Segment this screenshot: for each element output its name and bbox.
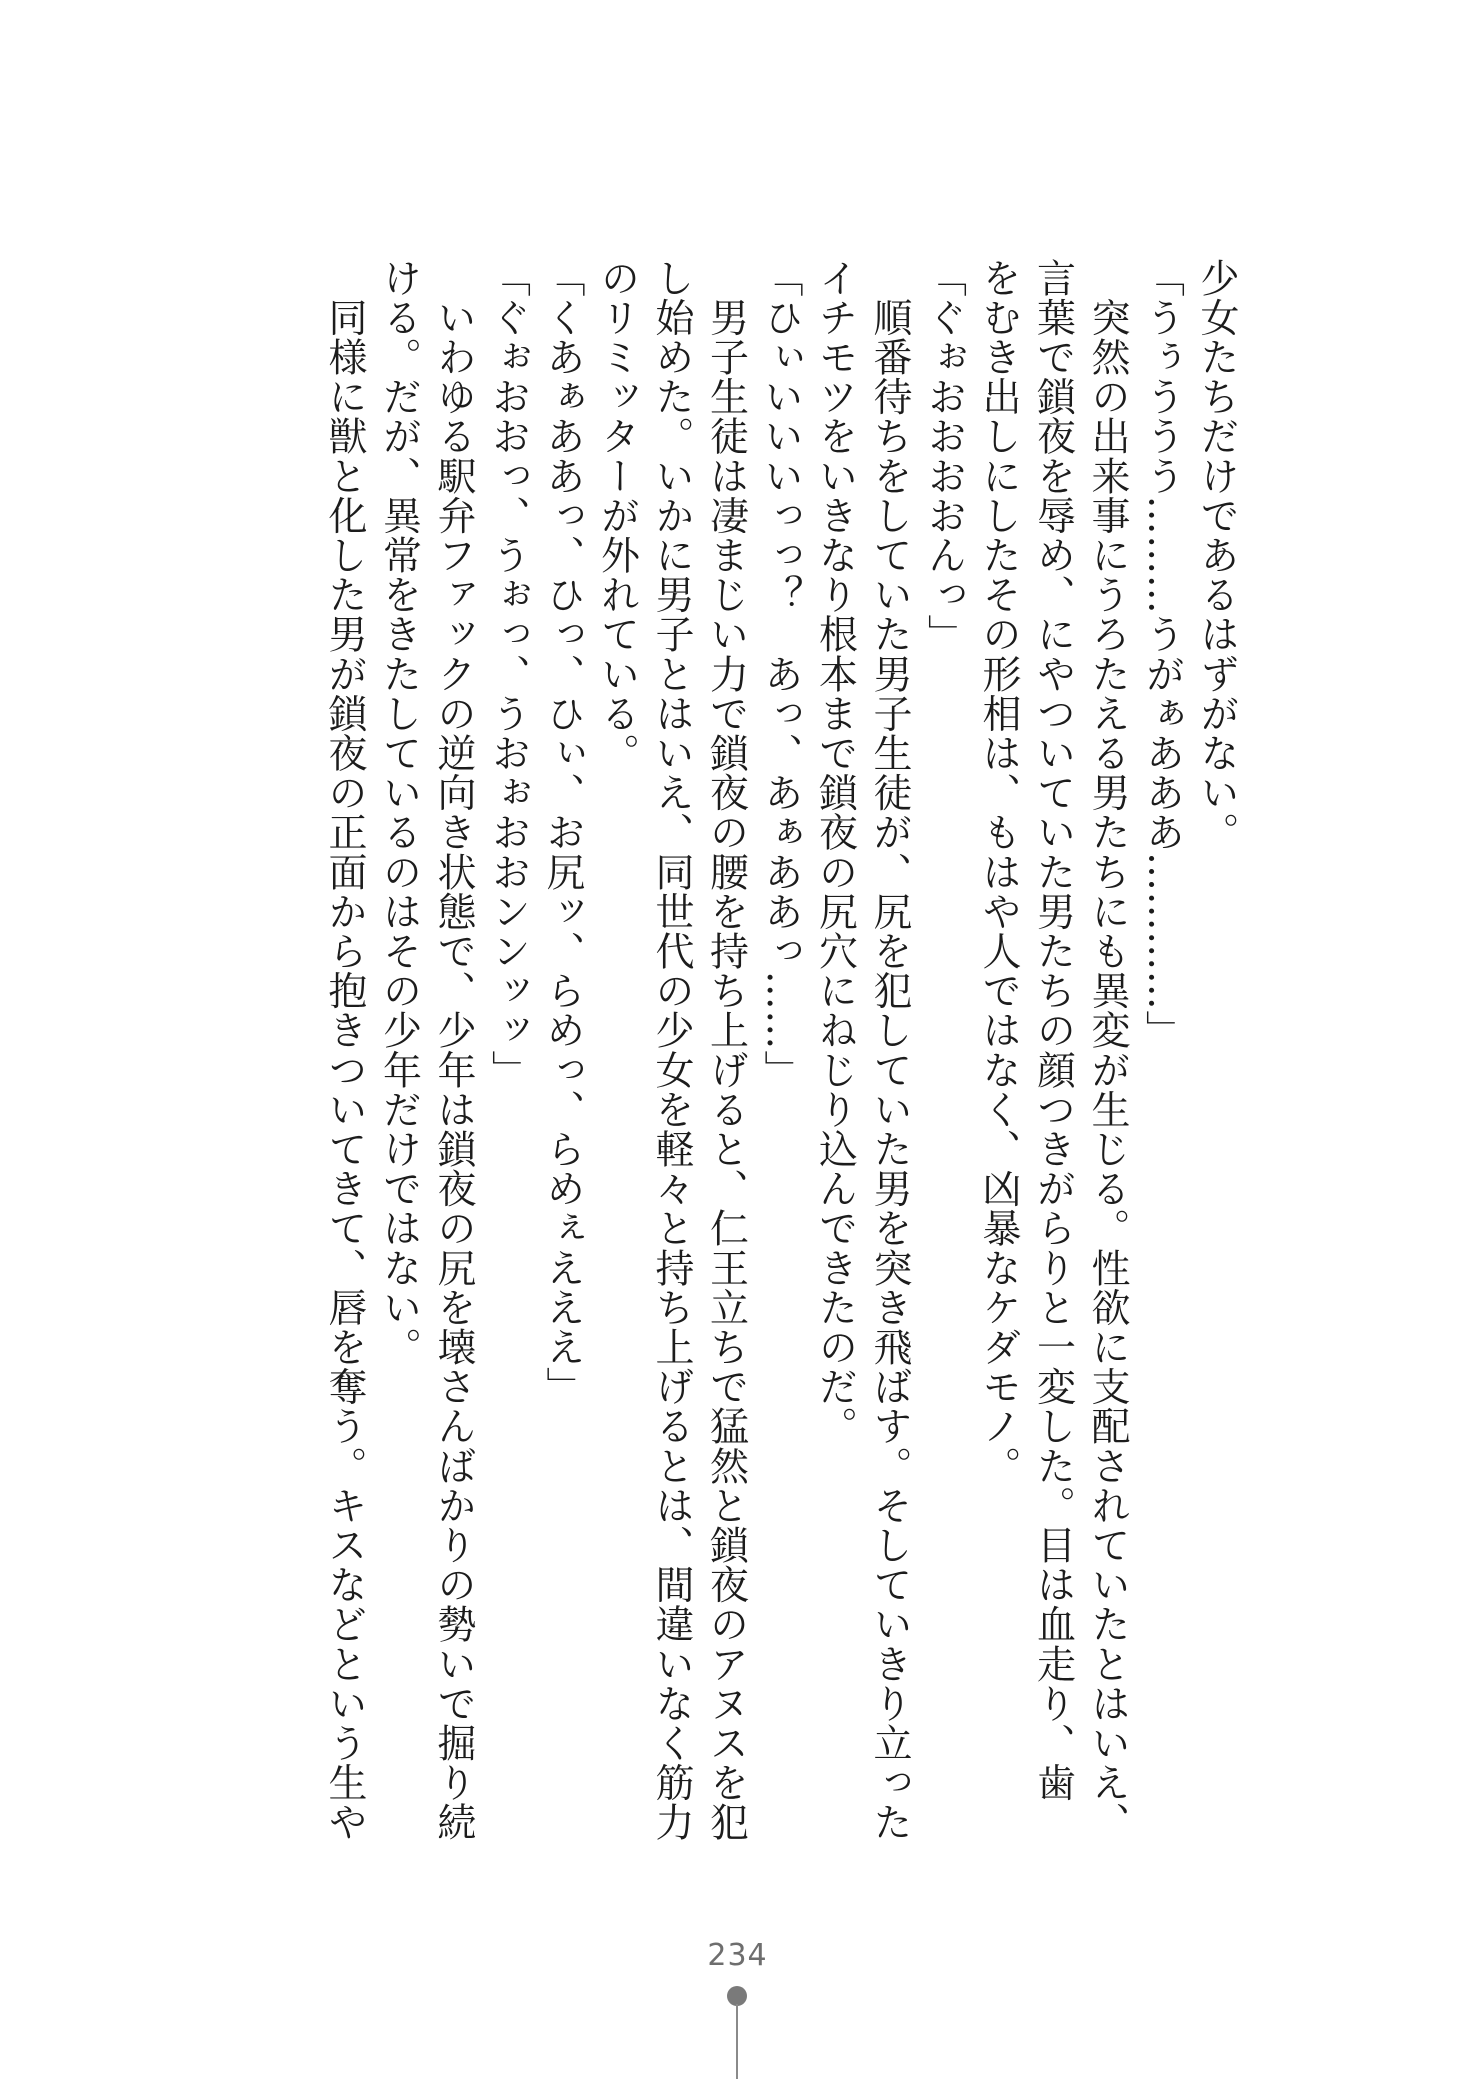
text-line: 男子生徒は凄まじい力で鎖夜の腰を持ち上げると、仁王立ちで猛然と鎖夜のアヌスを犯 <box>703 258 749 1842</box>
text-line: 「うぅううう………うがぁあああ…………」 <box>1139 258 1185 1050</box>
text-line: 言葉で鎖夜を辱め、にやついていた男たちの顔つきがらりと一変した。目は血走り、歯 <box>1030 258 1076 1803</box>
text-line: のリミッターが外れている。 <box>594 258 640 773</box>
text-line: ける。だが、異常をきたしているのはその少年だけではない。 <box>376 258 422 1367</box>
text-line: 「くあぁああっ、ひっ、ひぃ、お尻ッ、らめっ、らめぇえええ」 <box>540 258 585 1407</box>
vertical-body-text <box>317 258 1244 1842</box>
text-line: 「ぐぉおおおおんっ」 <box>921 258 967 654</box>
page-marker-line <box>736 2004 738 2079</box>
text-line: いわゆる駅弁ファックの逆向き状態で、少年は鎖夜の尻を壊さんばかりの勢いで掘り続 <box>431 258 476 1842</box>
page-number: 234 <box>707 1938 768 1973</box>
text-line: 順番待ちをしていた男子生徒が、尻を犯していた男を突き飛ばす。そしていきり立った <box>867 258 912 1842</box>
page-marker-icon <box>727 1986 747 2079</box>
page-marker-dot <box>727 1986 747 2006</box>
text-line: イチモツをいきなり根本まで鎖夜の尻穴にねじり込んできたのだ。 <box>812 258 858 1446</box>
text-line: し始めた。いかに男子とはいえ、同世代の少女を軽々と持ち上げるとは、間違いなく筋力 <box>649 258 694 1842</box>
text-line: 「ぐぉおおっ、うぉっ、うおぉおおンンッッ」 <box>485 258 531 1090</box>
text-line: 少女たちだけであるはずがない。 <box>1194 258 1239 852</box>
text-line: をむき出しにしたその形相は、もはや人ではなく、凶暴なケダモノ。 <box>976 258 1021 1486</box>
text-line: 同様に獣と化した男が鎖夜の正面から抱きついてきて、唇を奪う。キスなどという生や <box>322 258 367 1842</box>
text-line: 「ひぃいいいっっ？ あっ、あぁああっ……」 <box>758 258 803 1090</box>
text-line: 突然の出来事にうろたえる男たちにも異変が生じる。性欲に支配されていたとはいえ、 <box>1085 258 1130 1842</box>
